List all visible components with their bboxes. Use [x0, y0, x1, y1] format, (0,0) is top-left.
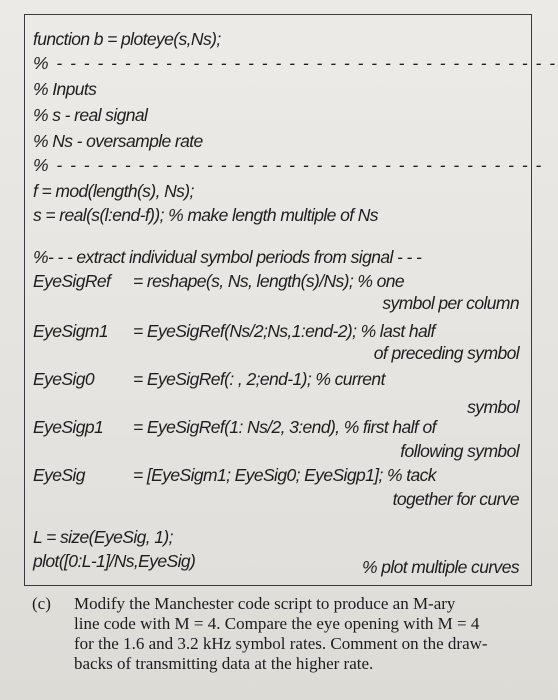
code-expr-eyesigm1: = EyeSigRef(Ns/2;Ns,1:end-2); % last half [133, 321, 435, 341]
code-var-eyesig0: EyeSig0 [33, 369, 94, 389]
problem-text [74, 594, 534, 674]
code-comment-cont: symbol [467, 397, 519, 417]
code-line-mod: f = mod(length(s), Ns); [33, 181, 194, 201]
code-listing-box [24, 14, 557, 586]
code-comment-cont: symbol per column [382, 293, 519, 313]
problem-line: backs of transmitting data at the higher rate. [74, 654, 374, 673]
code-expr-eyesig0: = EyeSigRef(: , 2;end-1); % current [133, 369, 385, 389]
code-line-size: L = size(EyeSig, 1); [33, 527, 173, 547]
code-expr-eyesigp1: = EyeSigRef(1: Ns/2, 3:end), % first half of [133, 417, 436, 437]
problem-line: line code with M = 4. Compare the eye opening with M = 4 [74, 614, 480, 633]
problem-label: (c) [32, 594, 51, 613]
code-line-separator: % - - - - - - - - - - - - - - - - - - - - - - - - - - - - - - - - - - - - [33, 155, 543, 175]
code-line-input-s: % s - real signal [33, 105, 148, 125]
code-var-eyesigm1: EyeSigm1 [33, 321, 108, 341]
code-line-separator: % - - - - - - - - - - - - - - - - - - - - - - - - - - - - - - - - - - - - - [33, 53, 557, 73]
code-var-eyesig: EyeSig [33, 465, 85, 485]
code-comment-plot: % plot multiple curves [361, 557, 519, 577]
code-line-plot: plot([0:L-1]/Ns,EyeSig) [33, 551, 196, 571]
code-line-function: function b = ploteye(s,Ns); [33, 29, 221, 49]
code-line-input-ns: % Ns - oversample rate [33, 131, 203, 151]
code-line-real: s = real(s(l:end-f)); % make length multiple of Ns [33, 205, 378, 225]
code-expr-eyesig: = [EyeSigm1; EyeSig0; EyeSigp1]; % tack [133, 465, 436, 485]
code-line-inputs: % Inputs [33, 79, 97, 99]
code-line-extract-comment: %- - - extract individual symbol periods from signal - - - [33, 247, 422, 267]
code-comment-cont: following symbol [400, 441, 519, 461]
code-comment-cont: together for curve [392, 489, 519, 509]
code-comment-cont: of preceding symbol [373, 343, 519, 363]
code-var-eyesigp1: EyeSigp1 [33, 417, 104, 437]
problem-line: for the 1.6 and 3.2 kHz symbol rates. Comment on the draw- [74, 634, 488, 653]
code-var-eyesigref: EyeSigRef [33, 271, 111, 291]
code-expr-eyesigref: = reshape(s, Ns, length(s)/Ns); % one [133, 271, 405, 291]
problem-line: Modify the Manchester code script to produce an M-ary [74, 594, 456, 613]
